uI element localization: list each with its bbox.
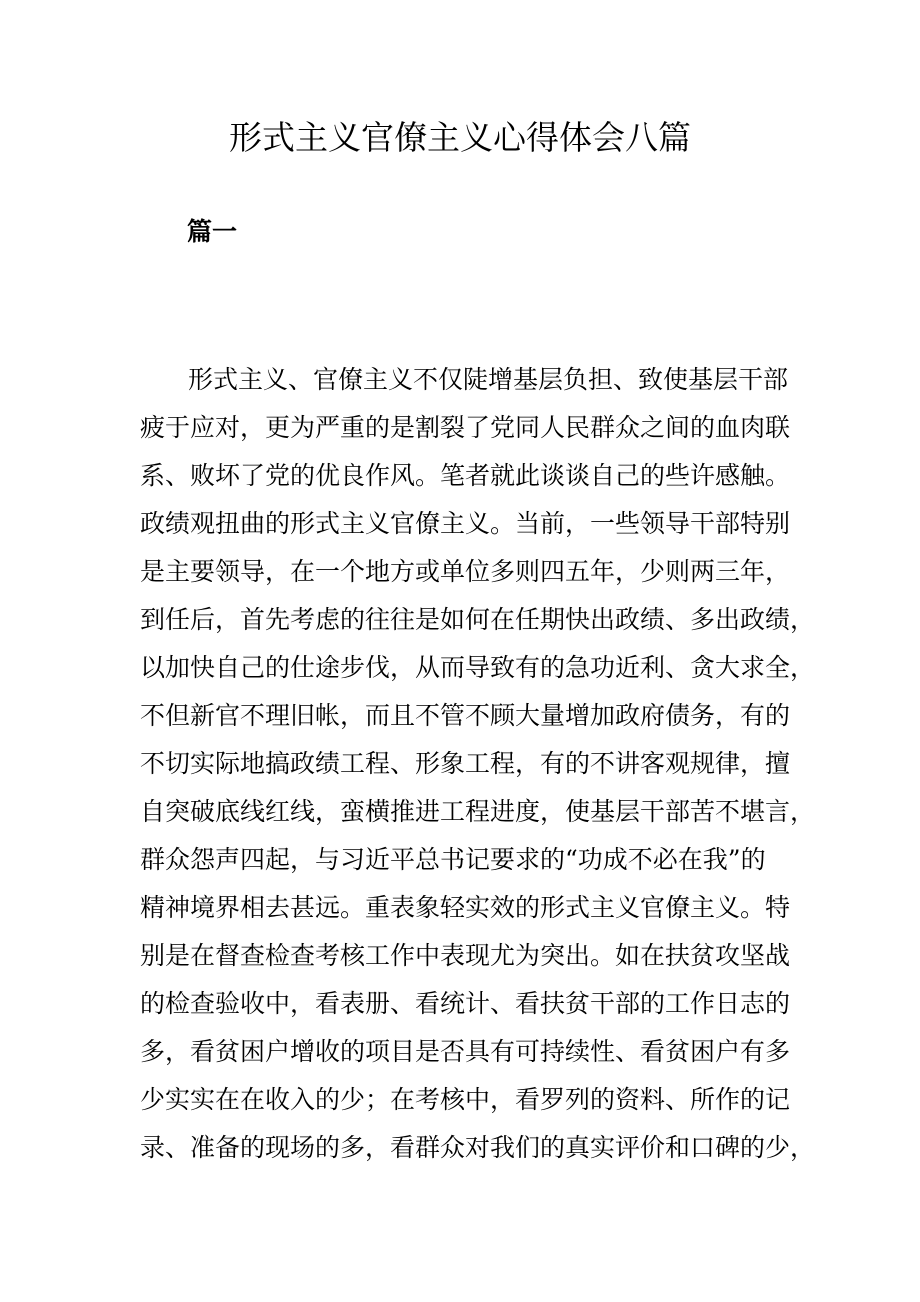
body-paragraph xyxy=(140,356,816,1172)
paragraph-line: 不切实际地搞政绩工程、形象工程，有的不讲客观规律，擅 xyxy=(140,749,791,778)
paragraph-line: 别是在督查检查考核工作中表现尤为突出。如在扶贫攻坚战 xyxy=(140,941,791,970)
paragraph-line: 录、准备的现场的多，看群众对我们的真实评价和口碑的少， xyxy=(140,1133,816,1162)
paragraph-line: 形式主义、官僚主义不仅陡增基层负担、致使基层干部 xyxy=(188,365,789,394)
section-heading: 篇一 xyxy=(187,217,238,246)
paragraph-line: 以加快自己的仕途步伐，从而导致有的急功近利、贪大求全， xyxy=(140,653,816,682)
paragraph-line: 精神境界相去甚远。重表象轻实效的形式主义官僚主义。特 xyxy=(140,893,791,922)
paragraph-line: 多，看贫困户增收的项目是否具有可持续性、看贫困户有多 xyxy=(140,1037,791,1066)
document-title: 形式主义官僚主义心得体会八篇 xyxy=(229,118,691,157)
paragraph-line: 自突破底线红线，蛮横推进工程进度，使基层干部苦不堪言， xyxy=(140,797,816,826)
paragraph-line: 疲于应对，更为严重的是割裂了党同人民群众之间的血肉联 xyxy=(140,413,791,442)
paragraph-line: 群众怨声四起，与习近平总书记要求的“功成不必在我”的 xyxy=(140,845,766,874)
paragraph-line: 到任后，首先考虑的往往是如何在任期快出政绩、多出政绩， xyxy=(140,605,816,634)
paragraph-line: 不但新官不理旧帐，而且不管不顾大量增加政府债务，有的 xyxy=(140,701,791,730)
paragraph-line: 少实实在在收入的少；在考核中，看罗列的资料、所作的记 xyxy=(140,1085,791,1114)
paragraph-line: 系、败坏了党的优良作风。笔者就此谈谈自己的些许感触。 xyxy=(140,461,791,490)
paragraph-line: 政绩观扭曲的形式主义官僚主义。当前，一些领导干部特别 xyxy=(140,509,791,538)
paragraph-line: 的检查验收中，看表册、看统计、看扶贫干部的工作日志的 xyxy=(140,989,791,1018)
paragraph-line: 是主要领导，在一个地方或单位多则四五年，少则两三年， xyxy=(140,557,791,586)
